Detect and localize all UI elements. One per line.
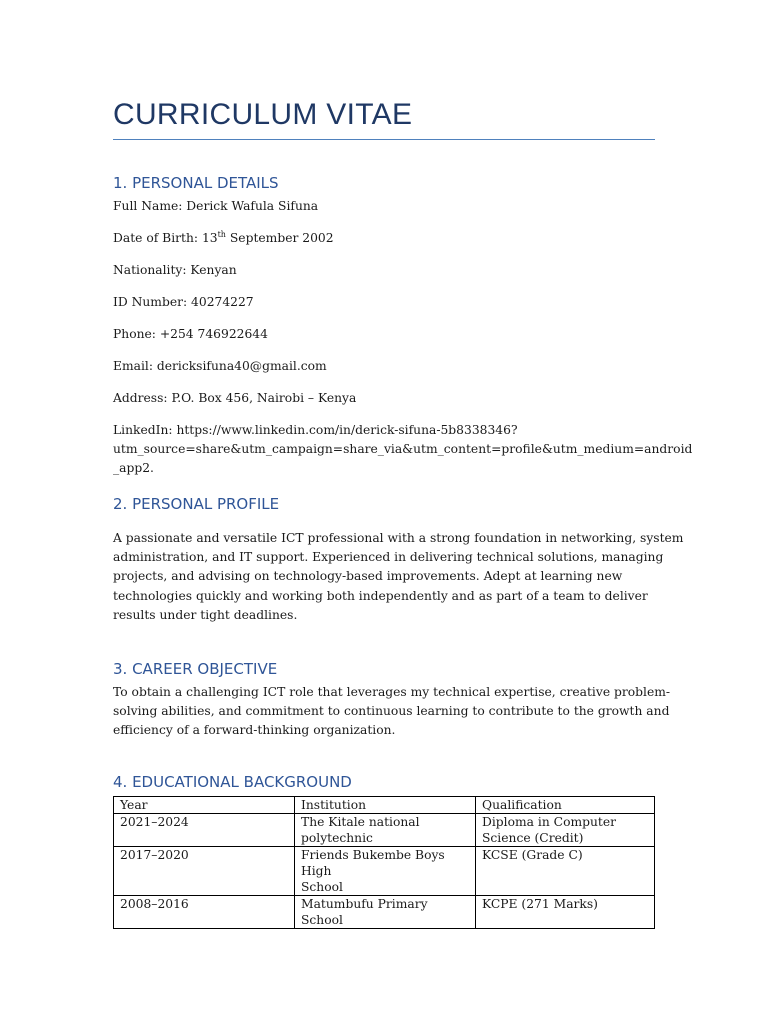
education-table bbox=[113, 796, 655, 929]
cell-line: 2008–2016 bbox=[120, 897, 189, 911]
cell-line: The Kitale national bbox=[301, 815, 420, 829]
profile-paragraph bbox=[113, 529, 684, 625]
full-name: Full Name: Derick Wafula Sifuna bbox=[113, 199, 319, 213]
id-number: ID Number: 40274227 bbox=[113, 295, 254, 309]
linkedin-block bbox=[113, 421, 693, 479]
profile-line: A passionate and versatile ICT professional with a strong foundation in networking, system bbox=[113, 531, 684, 545]
section-heading-education: 4. EDUCATIONAL BACKGROUND bbox=[113, 773, 352, 791]
linkedin-line: LinkedIn: https://www.linkedin.com/in/derick-sifuna-5b8338346? bbox=[113, 423, 518, 437]
table-cell bbox=[476, 847, 655, 896]
phone: Phone: +254 746922644 bbox=[113, 327, 268, 341]
profile-line: projects, and advising on technology-based improvements. Adept at learning new bbox=[113, 569, 623, 584]
cell-line: Friends Bukembe Boys High bbox=[301, 848, 445, 878]
email: Email: dericksifuna40@gmail.com bbox=[113, 359, 327, 373]
address: Address: P.O. Box 456, Nairobi – Kenya bbox=[113, 391, 357, 405]
section-heading-personal-details: 1. PERSONAL DETAILS bbox=[113, 174, 279, 192]
profile-line: results under tight deadlines. bbox=[113, 607, 298, 622]
table-cell bbox=[476, 896, 655, 929]
cell-line: KCSE (Grade C) bbox=[482, 848, 583, 862]
objective-line: efficiency of a forward-thinking organization. bbox=[113, 723, 396, 738]
dob-suffix: September 2002 bbox=[225, 231, 334, 245]
table-cell bbox=[114, 896, 295, 929]
document-title: CURRICULUM VITAE bbox=[113, 98, 413, 131]
profile-line: technologies quickly and working both independently and as part of a team to deliver bbox=[113, 588, 648, 603]
cell-line: KCPE (271 Marks) bbox=[482, 897, 598, 911]
table-cell bbox=[295, 896, 476, 929]
cell-line: School bbox=[301, 880, 343, 894]
cell-line: 2021–2024 bbox=[120, 815, 189, 829]
section-heading-personal-profile: 2. PERSONAL PROFILE bbox=[113, 495, 280, 513]
objective-line: To obtain a challenging ICT role that leverages my technical expertise, creative problem- bbox=[113, 685, 671, 699]
nationality: Nationality: Kenyan bbox=[113, 263, 237, 277]
section-heading-career-objective: 3. CAREER OBJECTIVE bbox=[113, 660, 278, 678]
table-cell bbox=[476, 814, 655, 847]
dob-ordinal: th bbox=[217, 230, 226, 239]
table-header-row bbox=[114, 797, 655, 814]
objective-line: solving abilities, and commitment to continuous learning to contribute to the growth and bbox=[113, 704, 670, 719]
column-header-qualification: Qualification bbox=[476, 797, 655, 814]
cell-line: polytechnic bbox=[301, 831, 373, 845]
table-cell bbox=[295, 814, 476, 847]
table-row bbox=[114, 847, 655, 896]
table-row bbox=[114, 896, 655, 929]
date-of-birth bbox=[113, 229, 334, 247]
objective-paragraph bbox=[113, 683, 671, 741]
dob-prefix: Date of Birth: 13 bbox=[113, 231, 218, 245]
cell-line: Diploma in Computer bbox=[482, 815, 617, 829]
linkedin-line: _app2. bbox=[113, 461, 154, 476]
table-cell bbox=[114, 814, 295, 847]
table-row bbox=[114, 814, 655, 847]
cell-line: 2017–2020 bbox=[120, 848, 189, 862]
table-cell bbox=[295, 847, 476, 896]
title-underline bbox=[113, 139, 655, 140]
linkedin-line: utm_source=share&utm_campaign=share_via&utm_content=profile&utm_medium=android bbox=[113, 442, 693, 457]
column-header-year: Year bbox=[114, 797, 295, 814]
cell-line: Matumbufu Primary School bbox=[301, 897, 428, 927]
column-header-institution: Institution bbox=[295, 797, 476, 814]
cell-line: Science (Credit) bbox=[482, 831, 584, 845]
table-cell bbox=[114, 847, 295, 896]
profile-line: administration, and IT support. Experienced in delivering technical solutions, managing bbox=[113, 550, 664, 565]
